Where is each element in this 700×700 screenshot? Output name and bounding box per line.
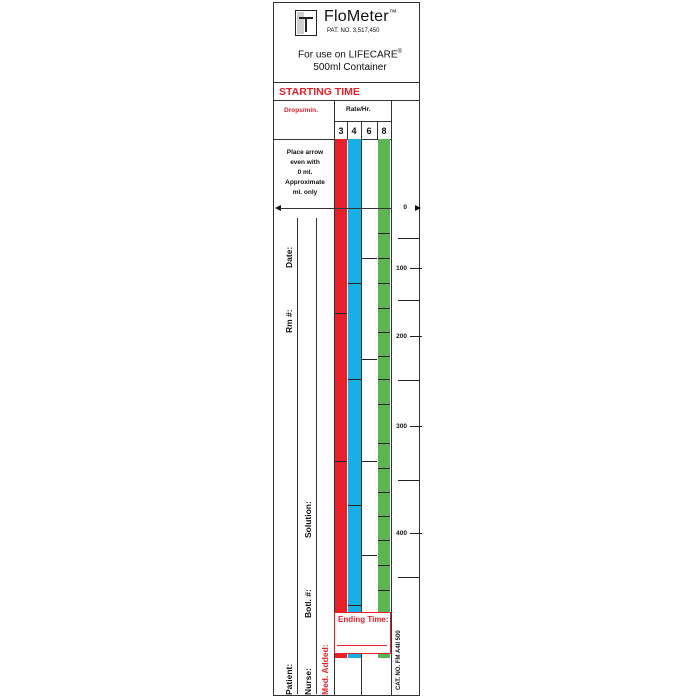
rate-tick (348, 605, 361, 606)
rate-col-8: 8 (381, 126, 387, 136)
flometer-logo-icon (295, 10, 317, 36)
starting-time-label: STARTING TIME (279, 86, 360, 98)
rate-col-6: 6 (366, 126, 372, 136)
rate-tick (362, 461, 377, 462)
rate-bar-4 (348, 139, 361, 658)
arrow-right-icon (415, 205, 421, 211)
divider (391, 101, 392, 696)
scale-label-0: 0 (403, 204, 407, 211)
scale-major-tick (410, 426, 422, 427)
rate-tick (378, 404, 390, 405)
rate-tick (335, 313, 347, 314)
scale-label-300: 300 (396, 423, 407, 430)
rate-tick (378, 283, 390, 284)
rate-tick (348, 505, 361, 506)
field-line-1 (297, 218, 298, 694)
divider (274, 139, 391, 140)
room-label: Rm #: (284, 309, 294, 333)
rate-tick (348, 283, 361, 284)
rate-tick (378, 258, 390, 259)
rate-tick (362, 359, 377, 360)
divider (274, 82, 419, 83)
rate-bar-8 (378, 139, 390, 658)
solution-label: Solution: (303, 501, 313, 538)
rate-tick (348, 379, 361, 380)
nurse-label: Nurse: (303, 668, 313, 695)
zero-line (280, 208, 391, 209)
patient-label: Patient: (284, 663, 294, 695)
rate-tick (378, 443, 390, 444)
med-added-label: Med. Added: (320, 644, 330, 695)
instruction-text: Place arrow even with 0 ml. Approximate ml. only (285, 149, 325, 196)
ending-time-label: Ending Time: (338, 615, 389, 624)
scale-label-400: 400 (396, 530, 407, 537)
scale-major-tick (410, 268, 422, 269)
use-line-1: For use on LIFECARE® (298, 49, 402, 61)
drops-per-min-label: Drops/min. (284, 107, 318, 114)
date-label: Date: (284, 246, 294, 268)
rate-tick (335, 461, 347, 462)
rate-tick (378, 565, 390, 566)
rate-col-3: 3 (338, 126, 344, 136)
rate-tick (378, 540, 390, 541)
rate-per-hour-label: Rate/Hr. (346, 106, 371, 113)
divider (274, 100, 419, 101)
rate-bar-3 (335, 139, 347, 658)
scale-minor-tick (398, 577, 420, 578)
field-line-2 (316, 218, 317, 694)
rate-tick (378, 492, 390, 493)
use-line-2: 500ml Container (313, 62, 387, 73)
rate-tick (378, 356, 390, 357)
rate-tick (362, 555, 377, 556)
rate-col-4: 4 (351, 126, 357, 136)
scale-major-tick (410, 336, 422, 337)
brand-title: FloMeter™ (324, 8, 397, 25)
patent-number: PAT. NO. 3,517,450 (327, 28, 380, 34)
scale-label-100: 100 (396, 265, 407, 272)
scale-minor-tick (398, 380, 420, 381)
rate-tick (378, 590, 390, 591)
scale-minor-tick (398, 238, 420, 239)
catalog-number: CAT. NO. FM A4II 500 (396, 630, 402, 690)
rate-tick (378, 308, 390, 309)
rate-tick (378, 468, 390, 469)
divider (335, 121, 391, 122)
rate-tick (378, 233, 390, 234)
bottle-label: Botl. #: (303, 589, 313, 618)
scale-major-tick (410, 533, 422, 534)
rate-tick (378, 516, 390, 517)
scale-minor-tick (398, 300, 420, 301)
ending-time-line (337, 645, 387, 646)
rate-tick (378, 379, 390, 380)
scale-minor-tick (398, 480, 420, 481)
rate-tick (362, 258, 377, 259)
scale-label-200: 200 (396, 333, 407, 340)
